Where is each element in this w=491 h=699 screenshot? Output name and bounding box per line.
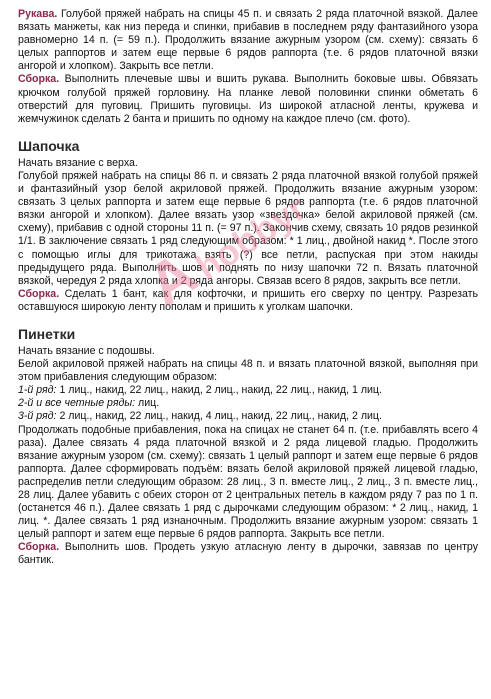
booties-paragraph	[18, 345, 478, 568]
hat-body: Голубой пряжей набрать на спицы 86 п. и связать 2 ряда платочной вязкой голубой пряжей и фантазийный узор белой акриловой пряжей. Продолжить вязание ажурным узором: связать 3 целых раппорта и затем еще первые 6 рядов раппорта (т.е. 6 рядов платочной вязки ангорой и хлопком). Далее вязать узор «звездочка» белой акриловой пряжей (см. схему), прибавив с одной стороны 11 п. (= 97 п.). Закончив схему, связать 10 рядов резинкой 1/1. В заключение связать 1 ряд следующим образом: * 1 лиц., двойной накид *. После этого с помощью иглы для трикотажа взять (?) все петли, распуская при этом накиды предыдущего ряда. Выполнить шов и поднять по низу шапочки 72 п. Вязать платочной вязкой, чередуя 2 ряда хлопка и 2 ряда ангоры. Связав всего 8 рядов, закрыть все петли.	[18, 169, 478, 287]
row1-label: 1-й ряд:	[18, 384, 57, 397]
row2-label: 2-й и все четные ряды:	[18, 397, 136, 410]
hat-paragraph	[18, 157, 478, 314]
booties-assembly-lead: Сборка.	[18, 541, 60, 554]
booties-body: Продолжать подобные прибавления, пока на спицах не станет 64 п. (т.е. прибавлять всего 4 раза). Далее связать 4 ряда платочной вязкой и 2 ряда лицевой гладью. Продолжить вязание ажурным узором (см. схему): связать 1 целый раппорт и затем еще первые 6 рядов раппорта. Далее сформировать подъём: вязать белой акриловой пряжей лицевой гладью, распределив петли следующим образом: 28 лиц., 3 п. вместе лиц., 2 лиц., 3 п. вместе лиц., 28 лиц. Далее убавить с обеих сторон от 2 центральных петель в каждом ряду 7 раз по 1 п. (останется 46 п.). Далее связать 1 ряд с дырочками следующим образом: * 2 лиц., накид, 1 лиц. *. Далее связать 1 ряд изнаночным. Продолжить вязание ажурным узором: связать 1 целый раппорт и затем еще первые 6 рядов раппорта. Закрыть все петли.	[18, 423, 478, 541]
sleeves-lead: Рукава.	[18, 8, 58, 20]
row2-text: лиц.	[135, 397, 160, 410]
booties-heading: Пинетки	[18, 325, 76, 342]
booties-start: Начать вязание с подошвы.	[18, 344, 155, 357]
row3-label: 3-й ряд:	[18, 410, 57, 423]
assembly-lead: Сборка.	[18, 73, 60, 86]
sleeves-text: Голубой пряжей набрать на спицы 45 п. и связать 2 ряда платочной вязкой. Далее вязать манжеты, как низ переда и спинки, прибавив в последнем ряду фантазийного узора равномерно 14 п. (= 59 п.). Продолжить вязание ажурным узором (см. схему): связать 6 целых раппортов и затем еще первые 6 рядов раппорта (т.е. 6 рядов платочной вязки ангорой и хлопком). Закрыть все петли.	[18, 8, 478, 73]
hat-start: Начать вязание с верха.	[18, 156, 138, 169]
sleeves-paragraph	[18, 8, 478, 126]
assembly-text: Выполнить плечевые швы и вшить рукава. Выполнить боковые швы. Обвязать крючком голубой пряжей горловину. На планке левой половинки спинки обметать 6 отверстий для пуговиц. Пришить пуговицы. Из широкой атласной ленты, кружева и жемчужинок сделать 2 банта и пришить по одному на каждое плечо (см. фото).	[18, 73, 478, 125]
hat-heading: Шапочка	[18, 137, 80, 154]
booties-assembly-text: Выполнить шов. Продеть узкую атласную ленту в дырочки, завязав по центру бантик.	[18, 541, 478, 567]
hat-assembly-text: Сделать 1 бант, как для кофточки, и пришить его сверху по центру. Разрезать оставшуюся широкую ленту пополам и пришить к уголкам шапочки.	[18, 287, 478, 313]
hat-assembly-lead: Сборка.	[18, 287, 60, 300]
watermark-letter: A	[135, 239, 209, 320]
document-page	[18, 8, 478, 568]
row3-text: 2 лиц., накид, 22 лиц., накид, 4 лиц., накид, 22 лиц., накид, 2 лиц.	[56, 410, 382, 423]
watermark-site: hobbyr	[188, 187, 314, 288]
row1-text: 1 лиц., накид, 22 лиц., накид, 2 лиц., накид, 22 лиц., накид, 1 лиц.	[56, 384, 382, 397]
booties-intro: Белой акриловой пряжей набрать на спицы 48 п. и вязать платочной вязкой, выполняя при этом прибавления следующим образом:	[18, 358, 478, 384]
